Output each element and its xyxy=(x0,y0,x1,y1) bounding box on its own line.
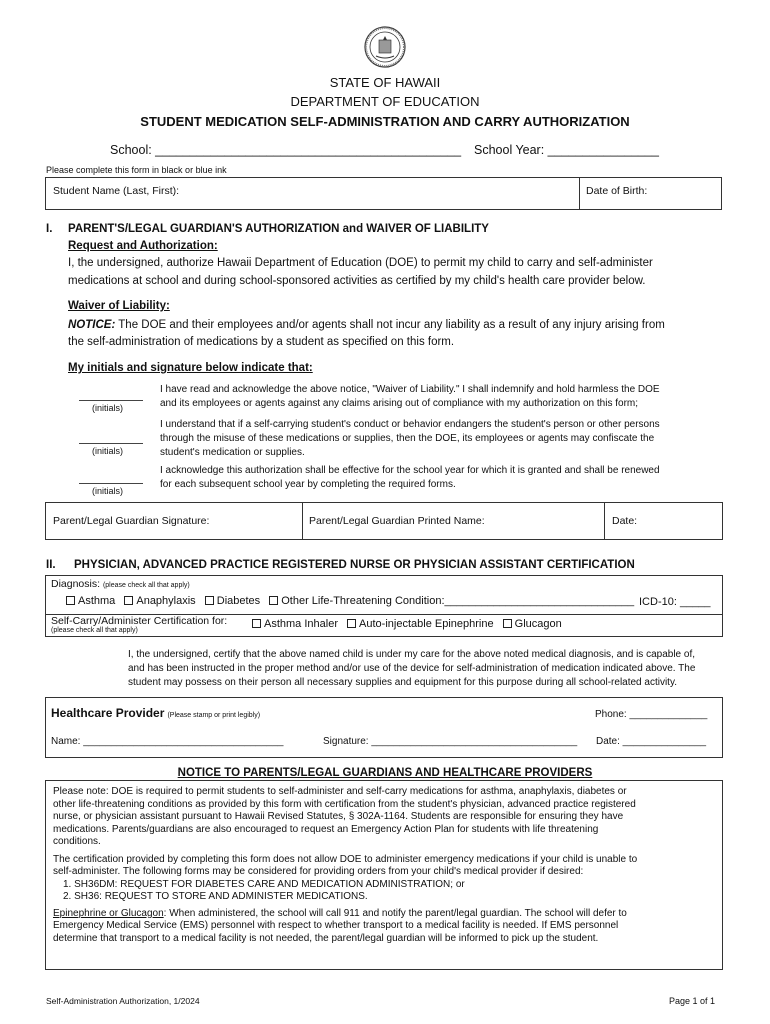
anaphylaxis-checkbox[interactable]: Anaphylaxis xyxy=(124,595,195,607)
other-condition-checkbox[interactable]: Other Life-Threatening Condition:_______________________________ xyxy=(269,595,634,607)
diagnosis-note: (please check all that apply) xyxy=(102,582,190,589)
ack3-line-2: for each subsequent school year by completing the required forms. xyxy=(160,479,456,490)
notice-item-1: 1. SH36DM: REQUEST FOR DIABETES CARE AND MEDICATION ADMINISTRATION; or xyxy=(63,878,465,890)
dob-field[interactable]: Date of Birth: xyxy=(586,185,648,197)
initials-label-2: (initials) xyxy=(92,446,124,456)
parent-printed-name-field[interactable]: Parent/Legal Guardian Printed Name: xyxy=(309,515,485,527)
notice-label: NOTICE: xyxy=(68,319,116,331)
ack2-line-1: I understand that if a self-carrying student's conduct or behavior endangers the student's person or other persons xyxy=(160,419,660,430)
page-number: Page 1 of 1 xyxy=(669,996,716,1006)
certify-line-2: and has been instructed in the proper method and/or use of the device for self-administration of medication indicated above. The xyxy=(128,663,696,674)
initials-label-1: (initials) xyxy=(92,403,124,413)
section2-number: II. xyxy=(46,559,56,571)
notice-p3-3: determine that transport to a medical facility is not needed, the parent/legal guardian will be informed to pick up the student. xyxy=(53,932,599,944)
asthma-checkbox[interactable]: Asthma xyxy=(66,595,115,607)
epinephrine-checkbox[interactable]: Auto-injectable Epinephrine xyxy=(347,618,494,630)
notice-p2-1: The certification provided by completing this form does not allow DOE to administer emergency medications if your child is unable to xyxy=(53,853,638,865)
notice-title: NOTICE TO PARENTS/LEGAL GUARDIANS AND HEALTHCARE PROVIDERS xyxy=(177,767,593,779)
certification-note: (please check all that apply) xyxy=(51,627,138,634)
dept-heading: DEPARTMENT OF EDUCATION xyxy=(290,94,480,109)
parent-date-field[interactable]: Date: xyxy=(612,515,638,527)
school-year-field[interactable]: School Year: ________________ xyxy=(474,143,659,157)
student-name-field[interactable]: Student Name (Last, First): xyxy=(53,185,180,197)
asthma-inhaler-checkbox[interactable]: Asthma Inhaler xyxy=(252,618,338,630)
notice-box xyxy=(45,780,723,970)
provider-note: (Please stamp or print legibly) xyxy=(167,712,261,719)
ack1-line-2: and its employees or agents against any claims arising out of compliance with my authorization on this form; xyxy=(160,398,639,409)
notice-item-2: 2. SH36: REQUEST TO STORE AND ADMINISTER MEDICATIONS. xyxy=(63,891,368,902)
provider-label: Healthcare Provider xyxy=(51,706,165,720)
section1-number: I. xyxy=(46,223,53,235)
initials-label-3: (initials) xyxy=(92,486,124,496)
diabetes-checkbox[interactable]: Diabetes xyxy=(205,595,260,607)
state-seal-logo xyxy=(364,26,406,68)
provider-box xyxy=(45,697,723,758)
notice-p1-3: nurse, or physician assistant pursuant to Hawaii Revised Statutes, § 302A-1164. Students are responsible for ensuring they have xyxy=(53,811,624,822)
notice-p3-label: Epinephrine or Glucagon xyxy=(53,907,164,919)
glucagon-checkbox[interactable]: Glucagon xyxy=(503,618,562,630)
notice-p1-4: medications. Parents/guardians are also encouraged to request an Emergency Action Plan for students with life threatening xyxy=(53,823,599,835)
waiver-heading: Waiver of Liability: xyxy=(68,300,170,312)
provider-name-field[interactable]: Name: ____________________________________ xyxy=(51,736,284,747)
request-text-1: I, the undersigned, authorize Hawaii Department of Education (DOE) to permit my child to carry and self-administer xyxy=(68,257,653,269)
initials-line-1[interactable] xyxy=(79,400,143,401)
notice-line-2: the self-administration of medications by a student as specified on this form. xyxy=(68,336,455,348)
ink-note: Please complete this form in black or blue ink xyxy=(46,165,227,175)
notice-p1-5: conditions. xyxy=(53,836,101,847)
certify-line-1: I, the undersigned, certify that the above named child is under my care for the above noted medical diagnosis, and is capable of, xyxy=(128,649,696,660)
form-title: STUDENT MEDICATION SELF-ADMINISTRATION AND CARRY AUTHORIZATION xyxy=(140,114,630,129)
ack3-line-1: I acknowledge this authorization shall be effective for the school year for which it is granted and shall be renewed xyxy=(160,465,660,476)
state-heading: STATE OF HAWAII xyxy=(329,75,441,90)
school-field[interactable]: School: ____________________________________________ xyxy=(110,143,462,157)
parent-signature-field[interactable]: Parent/Legal Guardian Signature: xyxy=(53,515,210,527)
parent-signature-box xyxy=(45,502,723,540)
icd10-field[interactable]: ICD-10: _____ xyxy=(639,596,711,608)
initials-line-2[interactable] xyxy=(79,443,143,444)
notice-p1-2: other life-threatening conditions as provided by this form with certification from the student's physician, advanced practice registered xyxy=(53,798,636,810)
student-box xyxy=(45,177,722,210)
section1-title: PARENT'S/LEGAL GUARDIAN'S AUTHORIZATION and WAIVER OF LIABILITY xyxy=(68,223,489,235)
request-text-2: medications at school and during school-sponsored activities as certified by my child's health care provider below. xyxy=(68,275,646,287)
provider-signature-field[interactable]: Signature: _____________________________________ xyxy=(323,736,578,747)
footer-left: Self-Administration Authorization, 1/2024 xyxy=(46,996,200,1006)
notice-p3-2: Emergency Medical Service (EMS) personnel with respect to whether transport to a medical facility is needed. If EMS personnel xyxy=(53,920,619,931)
initials-line-3[interactable] xyxy=(79,483,143,484)
diagnosis-options xyxy=(66,595,634,607)
ack1-line-1: I have read and acknowledge the above notice, "Waiver of Liability." I shall indemnify and hold harmless the DOE xyxy=(160,384,660,395)
section2-title: PHYSICIAN, ADVANCED PRACTICE REGISTERED NURSE OR PHYSICIAN ASSISTANT CERTIFICATION xyxy=(74,559,635,571)
request-heading: Request and Authorization: xyxy=(68,240,218,252)
provider-phone-field[interactable]: Phone: ______________ xyxy=(595,709,708,720)
notice-p1-1: Please note: DOE is required to permit students to self-administer and self-carry medications for asthma, anaphylaxis, diabetes or xyxy=(53,786,627,797)
ack2-line-2: through the misuse of these medications or supplies, then the DOE, its employees or agents may confiscate the xyxy=(160,433,655,444)
certify-line-3: student may possess on their person all necessary supplies and equipment for this purpose during all school-related activity. xyxy=(128,677,677,688)
certification-options xyxy=(252,618,562,630)
certification-label: Self-Carry/Administer Certification for: xyxy=(51,615,228,627)
diagnosis-box xyxy=(45,575,723,637)
notice-line-1: NOTICE: The DOE and their employees and/or agents shall not incur any liability as a result of any injury arising from xyxy=(68,319,665,331)
initials-heading: My initials and signature below indicate that: xyxy=(68,362,313,374)
notice-p3-1: : When administered, the school will call 911 and notify the parent/legal guardian. The school will defer to xyxy=(163,907,627,919)
ack2-line-3: student's medication or supplies. xyxy=(160,447,305,458)
diagnosis-label: Diagnosis: (please check all that apply) xyxy=(51,578,190,590)
notice-p2-2: self-administer. The following forms may be considered for providing orders from your child's medical provider if desired: xyxy=(53,866,584,877)
provider-date-field[interactable]: Date: _______________ xyxy=(596,736,707,747)
